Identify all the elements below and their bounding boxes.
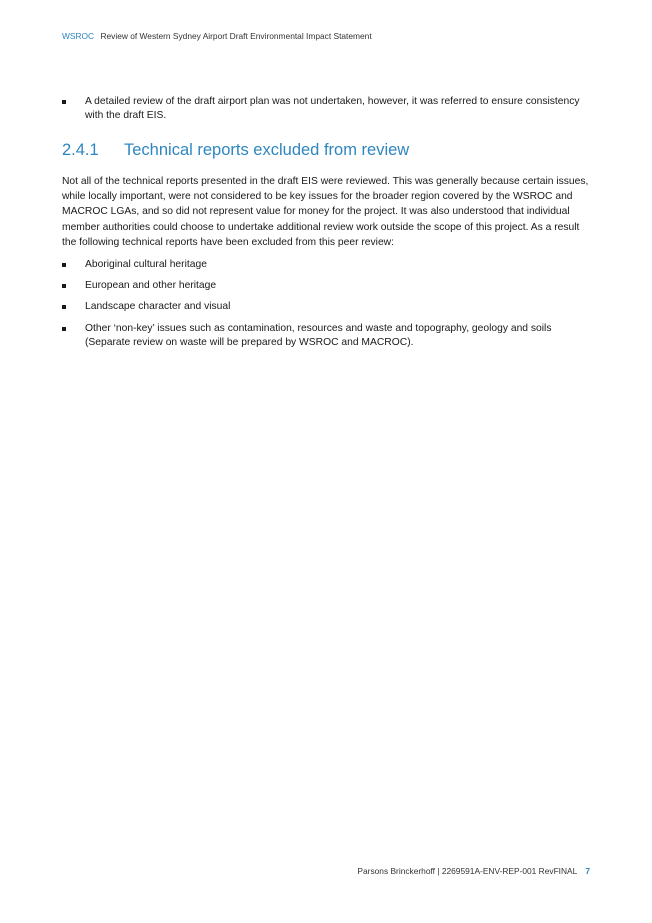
list-item-text: European and other heritage [85,280,217,292]
section-heading [62,141,409,160]
page-footer [357,866,590,876]
intro-bullet-list [62,95,592,130]
square-bullet-icon [62,100,66,104]
square-bullet-icon [62,305,66,309]
header-org: WSROC [62,31,95,41]
list-item [62,258,592,272]
list-item [62,279,592,293]
list-item [62,300,592,314]
list-item [62,322,592,350]
section-number: 2.4.1 [62,141,99,159]
page-header [62,31,372,41]
square-bullet-icon [62,284,66,288]
footer-text: Parsons Brinckerhoff | 2269591A-ENV-REP-001 RevFINAL [357,866,577,876]
list-item-text: Aboriginal cultural heritage [85,259,207,270]
square-bullet-icon [62,327,66,331]
section-paragraph: Not all of the technical reports presented in the draft EIS were reviewed. This was generally because certain issues, while locally important, were not considered to be key issues for the broader region covered by the WSROC and MACROC LGAs, and so did not represent value for money for the project. It was also understood that individual member authorities could choose to undertake additional review work outside the scope of this project. As a result the following technical reports have been excluded from this peer review: [62,176,589,248]
list-item-text: Other ‘non-key’ issues such as contamination, resources and waste and topography, geology and soils (Separate review on waste will be prepared by WSROC and MACROC). [85,322,552,348]
section-title: Technical reports excluded from review [124,141,410,159]
list-item [62,95,592,123]
header-title: Review of Western Sydney Airport Draft Environmental Impact Statement [100,31,372,41]
page-number: 7 [585,866,590,876]
list-item-text: A detailed review of the draft airport plan was not undertaken, however, it was referred to ensure consistency with the draft EIS. [85,96,580,122]
square-bullet-icon [62,263,66,267]
list-item-text: Landscape character and visual [85,301,231,313]
excluded-reports-list [62,258,592,357]
